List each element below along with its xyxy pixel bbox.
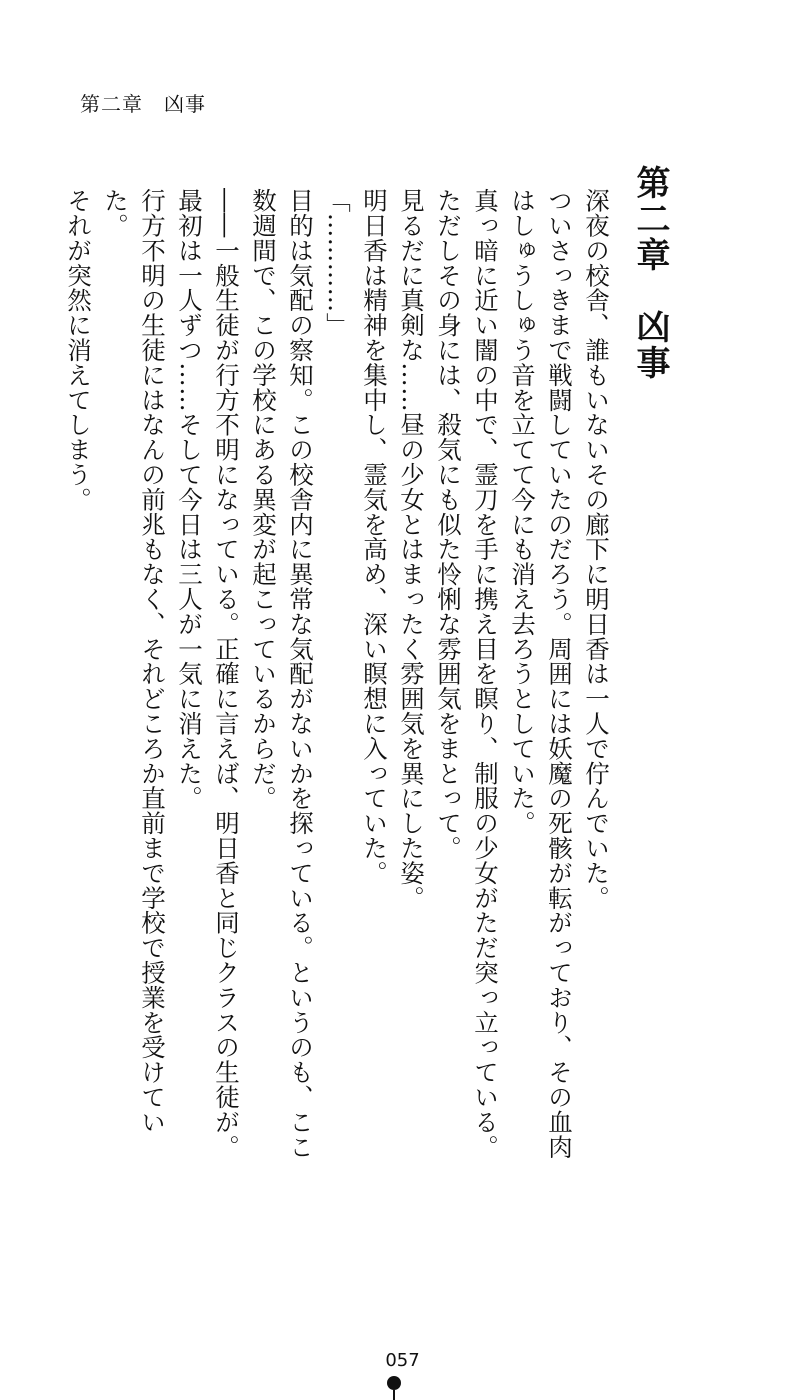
paragraph: 明日香は精神を集中し、霊気を高め、深い瞑想に入っていた。 (360, 188, 389, 886)
paragraph: 行方不明の生徒にはなんの前兆もなく、それどころか直前まで学校で授業を受けていた。 (101, 188, 167, 1135)
running-header: 第二章 凶事 (80, 92, 206, 116)
chapter-title: 第二章 凶事 (630, 165, 670, 381)
page-number: 057 (385, 1350, 420, 1371)
body-text (55, 188, 615, 1168)
paragraph: ついさっきまで戦闘していたのだろう。周囲には妖魔の死骸が転がっており、その血肉はしゅうしゅう音を立てて今にも消え去ろうとしていた。 (508, 188, 574, 1160)
page-marker-dot (387, 1376, 401, 1390)
paragraph: 見るだに真剣な……昼の少女とはまったく雰囲気を異にした姿。 (397, 188, 426, 911)
paragraph: それが突然に消えてしまう。 (64, 188, 93, 512)
paragraph: ――一般生徒が行方不明になっている。正確に言えば、明日香と同じクラスの生徒が。 (212, 188, 241, 1160)
page-marker-line (393, 1390, 395, 1400)
paragraph: ただしその身には、殺気にも似た怜悧な雰囲気をまとって。 (434, 188, 463, 861)
paragraph: 「…………」 (323, 188, 352, 338)
paragraph: 最初は一人ずつ……そして今日は三人が一気に消えた。 (175, 188, 204, 811)
paragraph: 深夜の校舎、誰もいないその廊下に明日香は一人で佇んでいた。 (582, 188, 611, 911)
paragraph: 真っ暗に近い闇の中で、霊刀を手に携え目を瞑り、制服の少女がただ突っ立っている。 (471, 188, 500, 1160)
paragraph: 目的は気配の察知。この校舎内に異常な気配がないかを探っている。というのも、ここ数週間で、この学校にある異変が起こっているからだ。 (249, 188, 315, 1160)
